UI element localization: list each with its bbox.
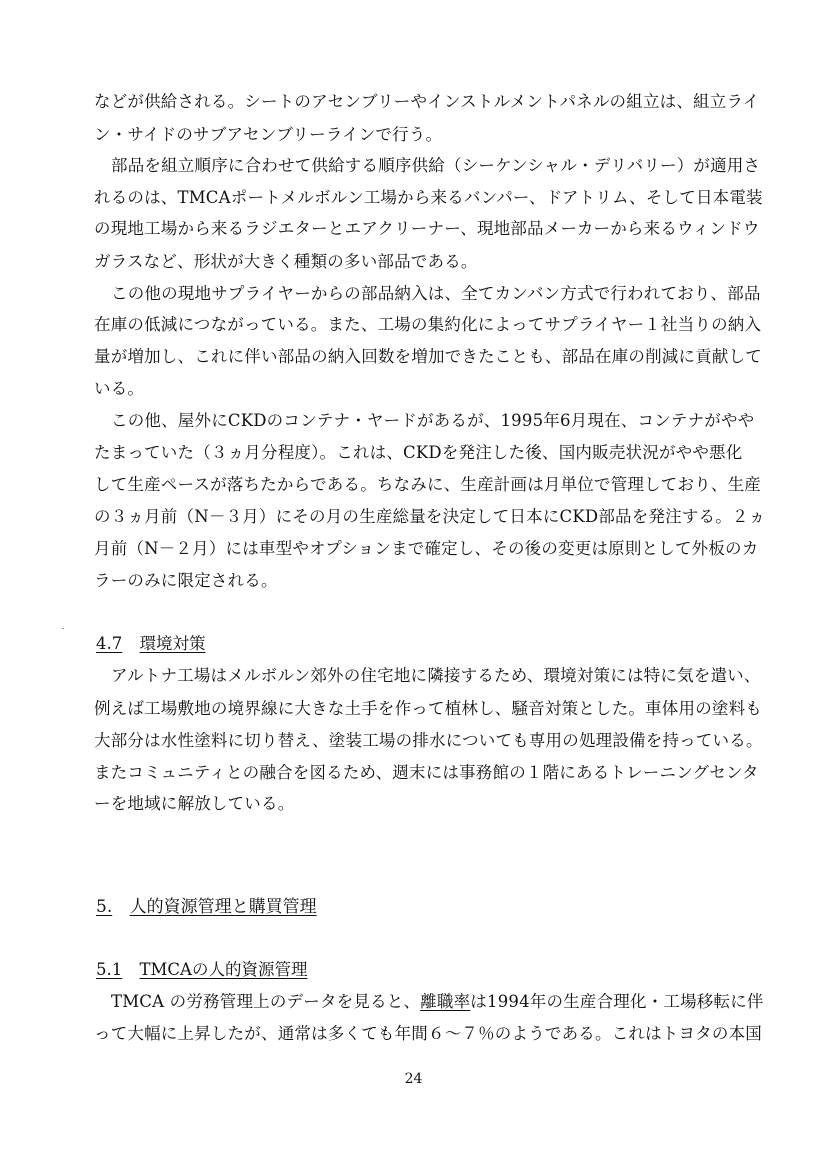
page-number: 24 xyxy=(404,1071,423,1087)
text-line: ラーのみに限定される。 xyxy=(94,571,278,590)
margin-mark xyxy=(62,628,64,629)
text-line: またコミュニティとの融合を図るため、週末には事務館の１階にあるトレーニングセンタ xyxy=(94,763,759,782)
chapter-number: 5. xyxy=(96,897,113,917)
text-line: 量が増加し、これに伴い部品の納入回数を増加できたことも、部品在庫の削減に貢献して xyxy=(94,347,762,366)
section-title: TMCAの人的資源管理 xyxy=(139,960,308,979)
section-title: 環境対策 xyxy=(139,634,206,653)
section-heading-4-7 xyxy=(96,636,206,653)
text-line: 月前（N－２月）には車型やオプションまで確定し、その後の変更は原則として外板のカ xyxy=(94,539,759,558)
section-number: 4.7 xyxy=(96,634,123,653)
text-line: して生産ペースが落ちたからである。ちなみに、生産計画は月単位で管理しており、生産 xyxy=(94,475,762,494)
text-line: ーを地域に解放している。 xyxy=(94,794,295,813)
text-line xyxy=(111,994,786,1011)
text-line: 在庫の低減につながっている。また、工場の集約化によってサプライヤー１社当りの納入 xyxy=(94,315,762,334)
text-line: たまっていた（３ヵ月分程度）。これは、CKDを発注した後、国内販売状況がやや悪化 xyxy=(94,443,743,462)
text-line: ガラスなど、形状が大きく種類の多い部品である。 xyxy=(94,252,478,271)
chapter-title: 人的資源管理と購買管理 xyxy=(129,897,317,917)
text-line: この他の現地サプライヤーからの部品納入は、全てカンバン方式で行われており、部品 xyxy=(111,284,761,303)
text-line: の３ヵ月前（N－３月）にその月の生産総量を決定して日本にCKD部品を発注する。２ヵ xyxy=(94,507,766,526)
section-number: 5.1 xyxy=(96,960,123,979)
text-span: TMCA の労務管理上のデータを見ると、 xyxy=(111,992,421,1011)
text-line: などが供給される。シートのアセンブリーやインストルメントパネルの組立は、組立ライ xyxy=(94,92,760,111)
section-heading-5-1 xyxy=(96,962,307,979)
text-line: の現地工場から来るラジエターとエアクリーナー、現地部品メーカーから来るウィンドウ xyxy=(94,219,760,238)
chapter-heading-5 xyxy=(96,899,317,916)
text-line: いる。 xyxy=(94,379,145,398)
text-line: ン・サイドのサブアセンブリーラインで行う。 xyxy=(94,125,443,144)
text-line: って大幅に上昇したが、通常は多くても年間６～７％のようである。これはトヨタの本国 xyxy=(94,1024,762,1043)
text-line: この他、屋外にCKDのコンテナ・ヤードがあるが、1995年6月現在、コンテナがやや xyxy=(111,411,755,430)
text-line: 例えば工場敷地の境界線に大きな土手を作って植林し、騒音対策とした。車体用の塗料も xyxy=(94,699,762,718)
text-line: れるのは、TMCAポートメルボルン工場から来るバンパー、ドアトリム、そして日本電装 xyxy=(94,188,763,207)
text-line: 部品を組立順序に合わせて供給する順序供給（シーケンシャル・デリバリー）が適用さ xyxy=(111,156,761,175)
text-span: は1994年の生産合理化・工場移転に伴 xyxy=(470,992,764,1011)
underlined-term: 離職率 xyxy=(420,992,471,1011)
text-line: 大部分は水性塗料に切り替え、塗装工場の排水についても専用の処理設備を持っている。 xyxy=(94,731,763,750)
text-line: アルトナ工場はメルボルン郊外の住宅地に隣接するため、環境対策には特に気を遣い、 xyxy=(111,666,761,685)
